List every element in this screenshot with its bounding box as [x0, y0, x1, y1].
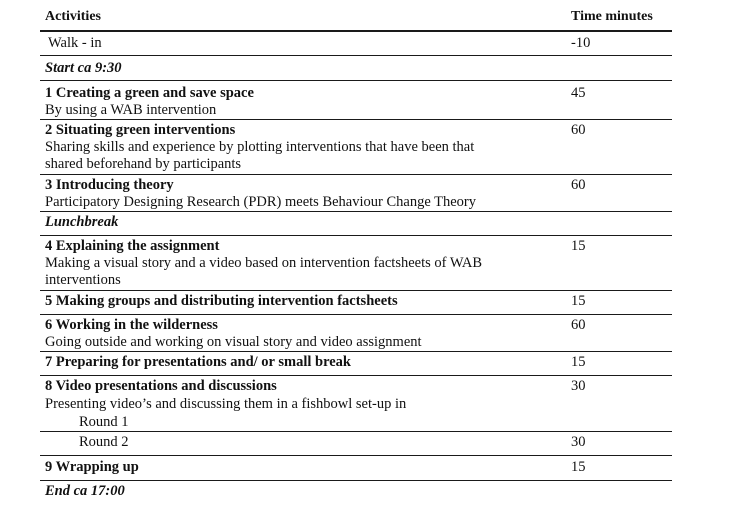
row-round-2-time: 30 [571, 434, 586, 450]
row-5-title: 5 Making groups and distributing intervention factsheets [45, 293, 398, 309]
row-lunchbreak-title: Lunchbreak [45, 214, 119, 230]
row-divider [40, 55, 672, 56]
row-1-time: 45 [571, 85, 586, 101]
row-3-title: 3 Introducing theory [45, 177, 174, 193]
header-activities: Activities [45, 9, 101, 24]
row-2-title: 2 Situating green interventions [45, 122, 236, 138]
header-rule [40, 30, 672, 32]
row-walk-in-title: Walk - in [48, 35, 102, 51]
row-6-desc: Going outside and working on visual story and video assignment [45, 334, 422, 350]
row-end-title: End ca 17:00 [45, 483, 125, 499]
row-7-time: 15 [571, 354, 586, 370]
row-5-time: 15 [571, 293, 586, 309]
row-divider [40, 211, 672, 212]
row-divider [40, 455, 672, 456]
row-start-title: Start ca 9:30 [45, 60, 122, 76]
row-1-title: 1 Creating a green and save space [45, 85, 254, 101]
row-9-title: 9 Wrapping up [45, 459, 139, 475]
row-divider [40, 480, 672, 481]
row-divider [40, 290, 672, 291]
row-4-time: 15 [571, 238, 586, 254]
row-4-title: 4 Explaining the assignment [45, 238, 220, 254]
row-4-desc-line1: Making a visual story and a video based on intervention factsheets of WAB [45, 255, 483, 271]
row-6-title: 6 Working in the wilderness [45, 317, 218, 333]
row-divider [40, 375, 672, 376]
row-1-desc: By using a WAB intervention [45, 102, 217, 118]
row-3-time: 60 [571, 177, 586, 193]
header-time: Time minutes [571, 9, 653, 24]
row-round-2-title: Round 2 [79, 434, 129, 450]
row-4-desc-line2: interventions [45, 272, 121, 288]
row-7-title: 7 Preparing for presentations and/ or small break [45, 354, 351, 370]
row-6-time: 60 [571, 317, 586, 333]
row-9-time: 15 [571, 459, 586, 475]
row-divider [40, 174, 672, 175]
row-divider [40, 119, 672, 120]
row-divider [40, 80, 672, 81]
row-walk-in-time: -10 [571, 35, 591, 51]
row-2-desc-line1: Sharing skills and experience by plotting interventions that have been that [45, 139, 475, 155]
row-8-time: 30 [571, 378, 586, 394]
row-8-title: 8 Video presentations and discussions [45, 378, 277, 394]
row-8-desc: Presenting video’s and discussing them in a fishbowl set-up in [45, 396, 407, 412]
row-divider [40, 314, 672, 315]
row-divider [40, 431, 672, 432]
row-3-desc: Participatory Designing Research (PDR) meets Behaviour Change Theory [45, 194, 476, 210]
row-divider [40, 235, 672, 236]
row-divider [40, 351, 672, 352]
row-8-round-1: Round 1 [79, 414, 129, 430]
row-2-time: 60 [571, 122, 586, 138]
row-2-desc-line2: shared beforehand by participants [45, 156, 242, 172]
